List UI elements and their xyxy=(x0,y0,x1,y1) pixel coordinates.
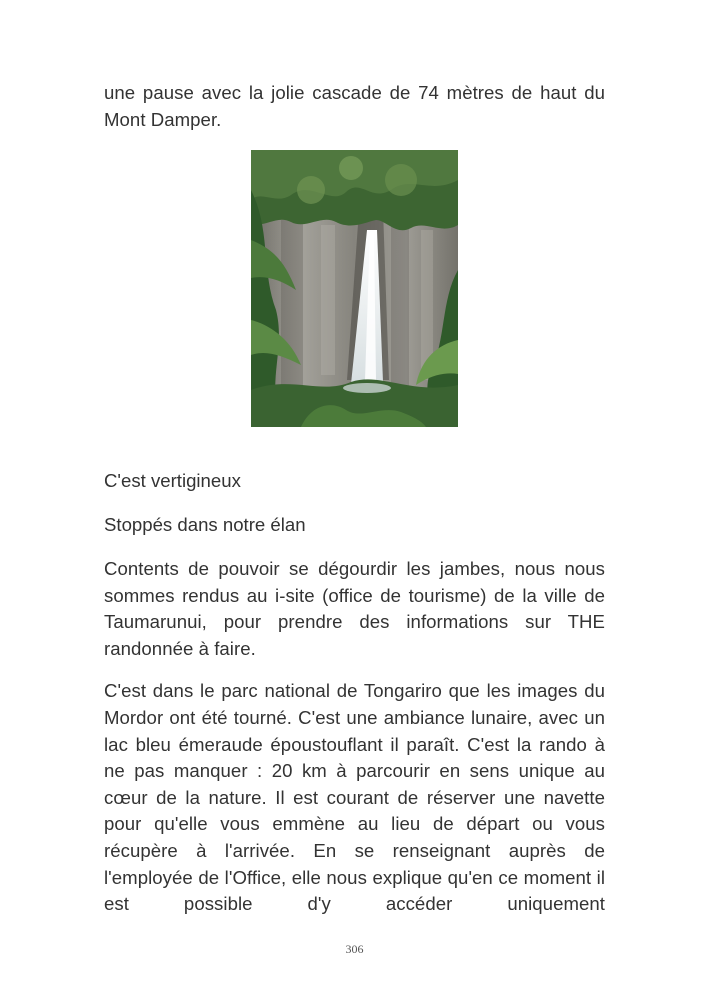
photo-caption: C'est vertigineux xyxy=(104,470,241,491)
paragraph-2: C'est dans le parc national de Tongariro que les images du Mordor ont été tourné. C'est une ambiance lunaire, avec un lac bleu émeraude époustouflant il paraît. C'est la rando à ne pas manquer : 20 km à parcourir en sens unique au cœur de la nature. Il est courant de réserver une navette pour qu'elle vous emmène au lieu de départ ou vous récupère à l'arrivée. En se renseignant auprès de l'employée de l'Office, elle nous explique qu'en ce moment il est possible d'y accéder uniquement xyxy=(104,680,605,915)
intro-paragraph: une pause avec la jolie cascade de 74 mètres de haut du Mont Damper. xyxy=(104,82,605,130)
paragraph-1: Contents de pouvoir se dégourdir les jambes, nous nous sommes rendus au i-site (office de tourisme) de la ville de Taumarunui, pour prendre des informations sur THE randonnée à faire. xyxy=(104,558,605,659)
intro-block xyxy=(104,80,605,133)
page-number: 306 xyxy=(345,942,364,956)
body-text xyxy=(104,556,605,918)
waterfall-photo xyxy=(251,150,458,427)
section-heading: Stoppés dans notre élan xyxy=(104,514,306,535)
